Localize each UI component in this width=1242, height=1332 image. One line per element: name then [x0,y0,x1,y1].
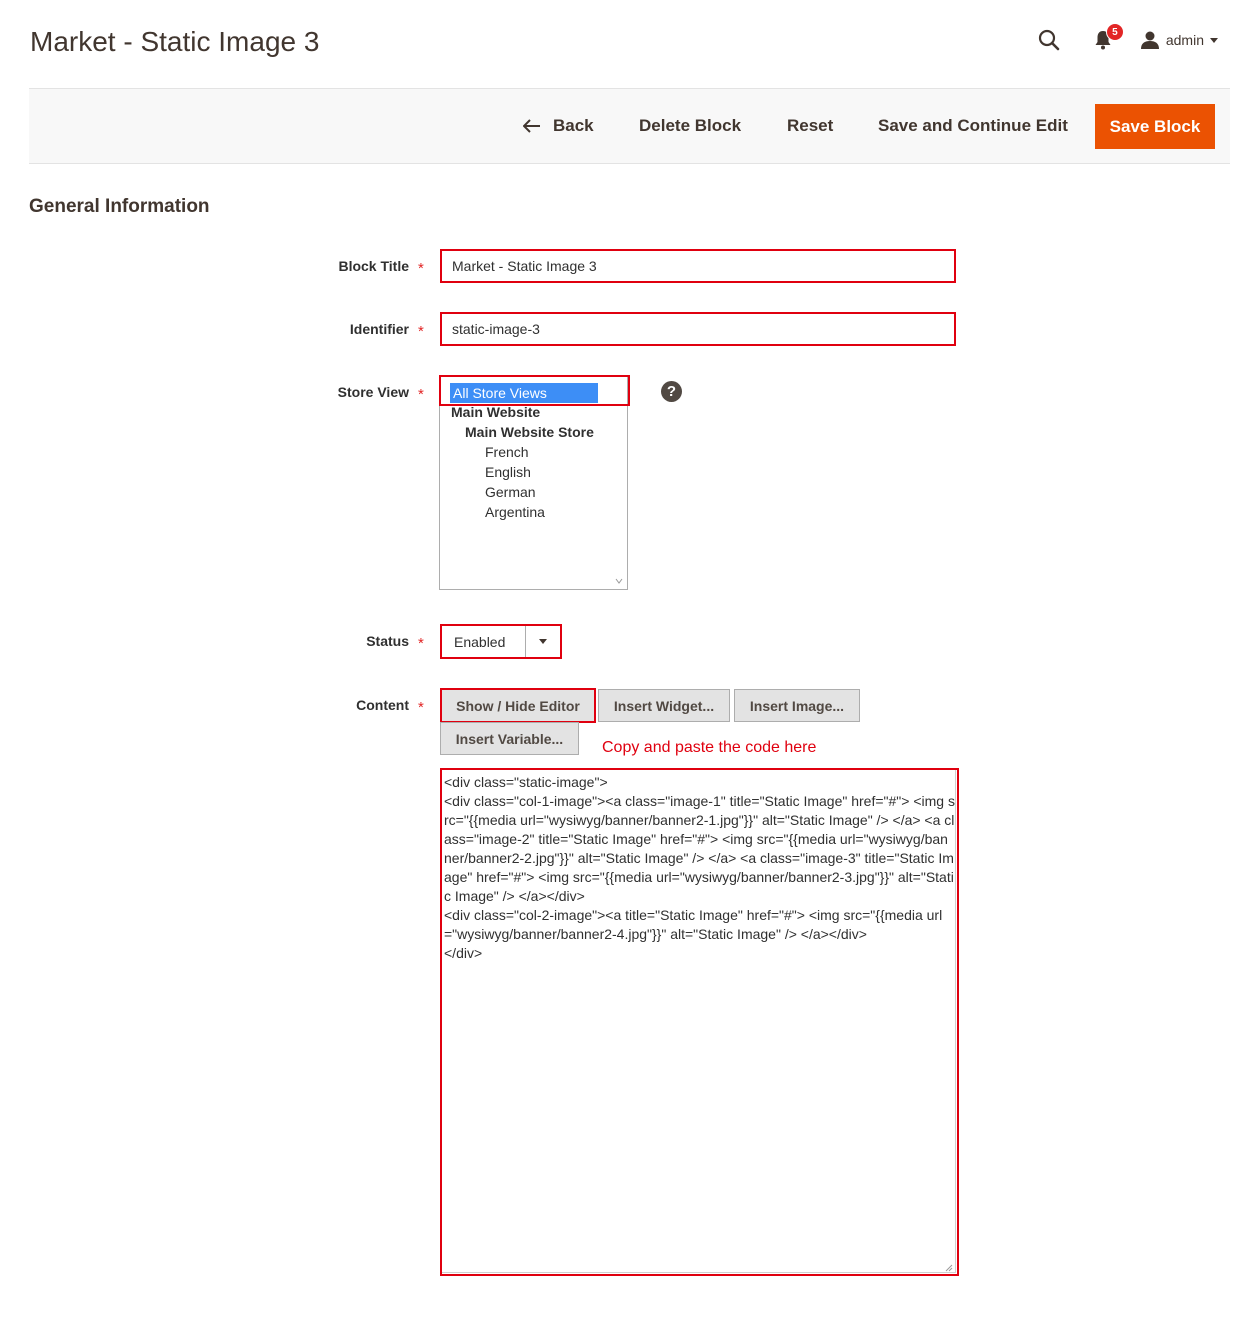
back-button[interactable] [523,103,594,149]
store-view-label: Store View [337,384,409,400]
required-marker: * [418,260,424,277]
identifier-input[interactable] [440,312,956,346]
store-option-german[interactable]: German [485,484,536,500]
insert-variable-button[interactable]: Insert Variable... [440,722,579,755]
status-dropdown-toggle[interactable] [525,626,560,657]
resize-grip-icon[interactable] [943,1262,953,1272]
store-view-multiselect[interactable] [439,375,628,590]
block-title-input[interactable] [440,249,956,283]
reset-button[interactable]: Reset [787,103,833,149]
back-label: Back [553,116,594,135]
chevron-down-icon [1210,38,1218,43]
store-list-scrollbar[interactable] [612,377,626,588]
arrow-left-icon [523,119,541,133]
help-icon[interactable]: ? [661,381,682,402]
delete-block-button[interactable]: Delete Block [639,103,741,149]
required-marker: * [418,699,424,716]
store-option-main-website-store[interactable]: Main Website Store [465,424,594,440]
status-value: Enabled [454,633,506,650]
save-block-button[interactable]: Save Block [1095,104,1215,149]
insert-widget-button[interactable]: Insert Widget... [598,689,730,722]
notification-count-badge: 5 [1106,23,1124,41]
insert-image-button[interactable]: Insert Image... [734,689,860,722]
chevron-down-icon[interactable] [615,577,623,585]
page-actions-bar [29,88,1230,164]
status-select[interactable] [440,624,562,659]
store-option-english[interactable]: English [485,464,531,480]
content-label: Content [356,697,409,713]
header-actions [1034,24,1218,56]
notifications-button[interactable] [1088,25,1118,55]
block-title-label: Block Title [338,258,409,274]
store-option-all[interactable]: All Store Views [450,383,598,403]
user-name: admin [1165,32,1204,48]
search-button[interactable] [1034,25,1064,55]
page-title: Market - Static Image 3 [30,26,320,57]
section-title: General Information [29,196,210,217]
status-label: Status [366,633,409,649]
store-option-argentina[interactable]: Argentina [485,504,545,520]
identifier-label: Identifier [349,321,409,337]
content-textarea[interactable] [440,768,959,1276]
user-icon [1140,31,1160,49]
required-marker: * [418,635,424,652]
required-marker: * [418,323,424,340]
store-option-main-website[interactable]: Main Website [451,404,541,420]
search-icon [1038,29,1060,51]
user-menu[interactable] [1140,31,1218,49]
instruction-annotation: Copy and paste the code here [602,739,817,756]
chevron-down-icon [539,639,547,644]
save-and-continue-button[interactable]: Save and Continue Edit [878,103,1068,149]
required-marker: * [418,386,424,403]
show-hide-editor-button[interactable]: Show / Hide Editor [440,688,596,723]
store-option-french[interactable]: French [485,444,529,460]
